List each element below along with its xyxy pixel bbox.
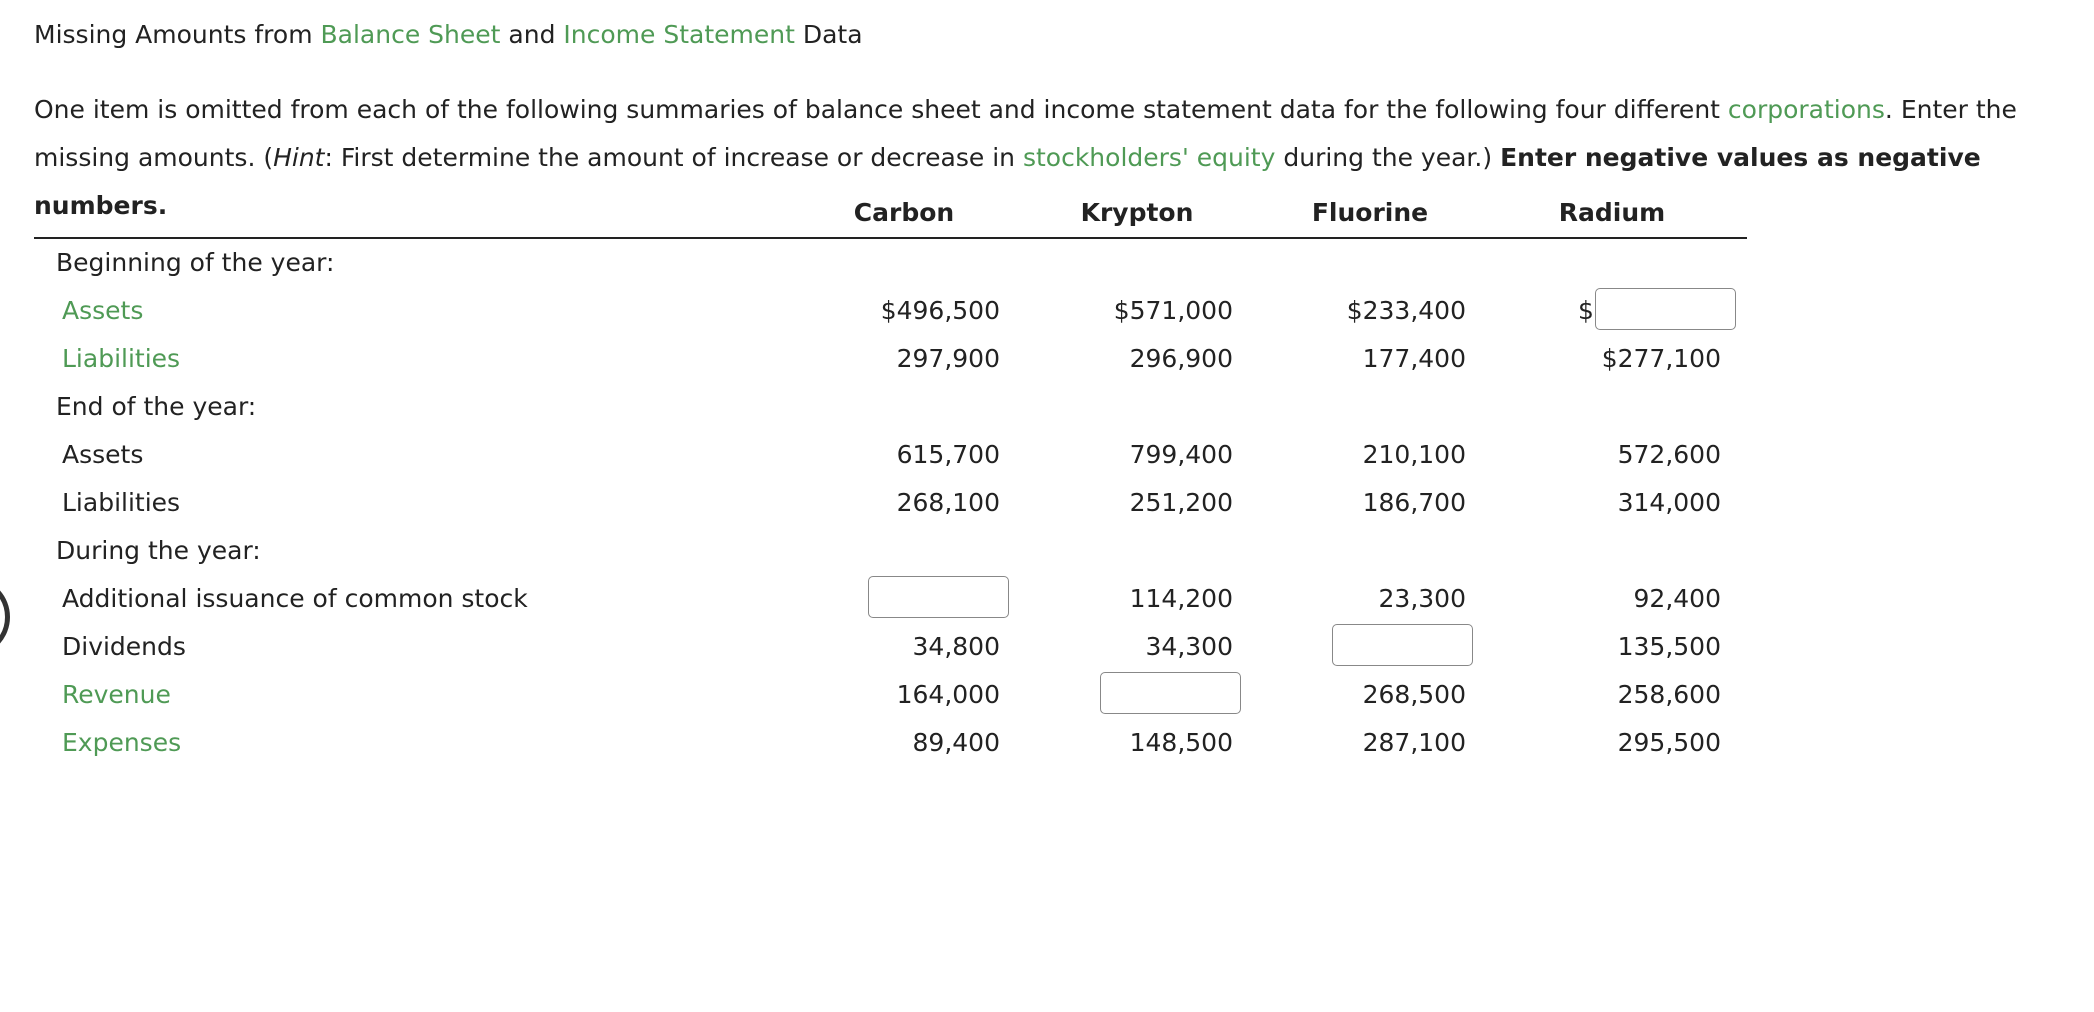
beg-assets-krypton: $571,000 bbox=[1113, 296, 1233, 325]
col-header-carbon: Carbon bbox=[853, 198, 955, 227]
partial-circle-icon bbox=[0, 577, 10, 657]
beg-assets-carbon: $496,500 bbox=[880, 296, 1000, 325]
instr-bold: Enter negative values as negative numbers. bbox=[34, 143, 1981, 220]
expenses-carbon: 89,400 bbox=[912, 728, 1000, 757]
beg-assets-fluorine: $233,400 bbox=[1346, 296, 1466, 325]
section-end: End of the year: bbox=[56, 392, 257, 421]
issuance-krypton: 114,200 bbox=[1129, 584, 1233, 613]
revenue-carbon: 164,000 bbox=[896, 680, 1000, 709]
col-header-krypton: Krypton bbox=[1080, 198, 1194, 227]
instr-text-2: . Enter the missing amounts. ( bbox=[34, 95, 2017, 172]
end-liabilities-krypton: 251,200 bbox=[1129, 488, 1233, 517]
corporations-link[interactable]: corporations bbox=[1727, 95, 1885, 124]
revenue-radium: 258,600 bbox=[1617, 680, 1721, 709]
end-assets-carbon: 615,700 bbox=[896, 440, 1000, 469]
revenue-krypton-input[interactable] bbox=[1100, 672, 1241, 714]
beg-liabilities-krypton: 296,900 bbox=[1129, 344, 1233, 373]
dollar-sign: $ bbox=[1578, 296, 1594, 325]
issuance-carbon-input[interactable] bbox=[868, 576, 1009, 618]
dividends-label: Dividends bbox=[62, 632, 186, 661]
instr-text-4: during the year.) bbox=[1275, 143, 1501, 172]
section-during: During the year: bbox=[56, 536, 261, 565]
end-liabilities-label: Liabilities bbox=[62, 488, 181, 517]
beg-liabilities-label[interactable]: Liabilities bbox=[62, 344, 181, 373]
title-prefix: Missing Amounts from bbox=[34, 20, 321, 49]
beg-assets-radium-input[interactable] bbox=[1595, 288, 1736, 330]
expenses-label[interactable]: Expenses bbox=[62, 728, 182, 757]
issuance-radium: 92,400 bbox=[1633, 584, 1721, 613]
beg-liabilities-carbon: 297,900 bbox=[896, 344, 1000, 373]
dividends-radium: 135,500 bbox=[1617, 632, 1721, 661]
end-assets-label: Assets bbox=[62, 440, 144, 469]
end-liabilities-fluorine: 186,700 bbox=[1362, 488, 1466, 517]
instr-text-1: One item is omitted from each of the following summaries of balance sheet and income statement data for the following four different bbox=[34, 95, 1728, 124]
instr-text-3: : First determine the amount of increase or decrease in bbox=[324, 143, 1023, 172]
title-mid: and bbox=[500, 20, 564, 49]
end-assets-radium: 572,600 bbox=[1617, 440, 1721, 469]
col-header-fluorine: Fluorine bbox=[1311, 198, 1429, 227]
issuance-fluorine: 23,300 bbox=[1378, 584, 1466, 613]
section-beginning: Beginning of the year: bbox=[56, 248, 335, 277]
end-liabilities-radium: 314,000 bbox=[1617, 488, 1721, 517]
page-title bbox=[34, 18, 863, 52]
beg-liabilities-radium: $277,100 bbox=[1601, 344, 1721, 373]
dividends-fluorine-input[interactable] bbox=[1332, 624, 1473, 666]
hint-label: Hint bbox=[273, 143, 325, 172]
dividends-carbon: 34,800 bbox=[912, 632, 1000, 661]
end-assets-krypton: 799,400 bbox=[1129, 440, 1233, 469]
header-rule bbox=[34, 237, 1747, 239]
balance-sheet-link[interactable]: Balance Sheet bbox=[320, 20, 501, 49]
beg-liabilities-fluorine: 177,400 bbox=[1362, 344, 1466, 373]
expenses-krypton: 148,500 bbox=[1129, 728, 1233, 757]
beg-assets-label[interactable]: Assets bbox=[62, 296, 144, 325]
expenses-radium: 295,500 bbox=[1617, 728, 1721, 757]
revenue-fluorine: 268,500 bbox=[1362, 680, 1466, 709]
expenses-fluorine: 287,100 bbox=[1362, 728, 1466, 757]
col-header-radium: Radium bbox=[1558, 198, 1666, 227]
issuance-label: Additional issuance of common stock bbox=[62, 584, 528, 613]
stockholders-equity-link[interactable]: stockholders' equity bbox=[1022, 143, 1276, 172]
title-suffix: Data bbox=[794, 20, 863, 49]
income-statement-link[interactable]: Income Statement bbox=[563, 20, 795, 49]
revenue-label[interactable]: Revenue bbox=[62, 680, 171, 709]
dividends-krypton: 34,300 bbox=[1145, 632, 1233, 661]
end-liabilities-carbon: 268,100 bbox=[896, 488, 1000, 517]
end-assets-fluorine: 210,100 bbox=[1362, 440, 1466, 469]
